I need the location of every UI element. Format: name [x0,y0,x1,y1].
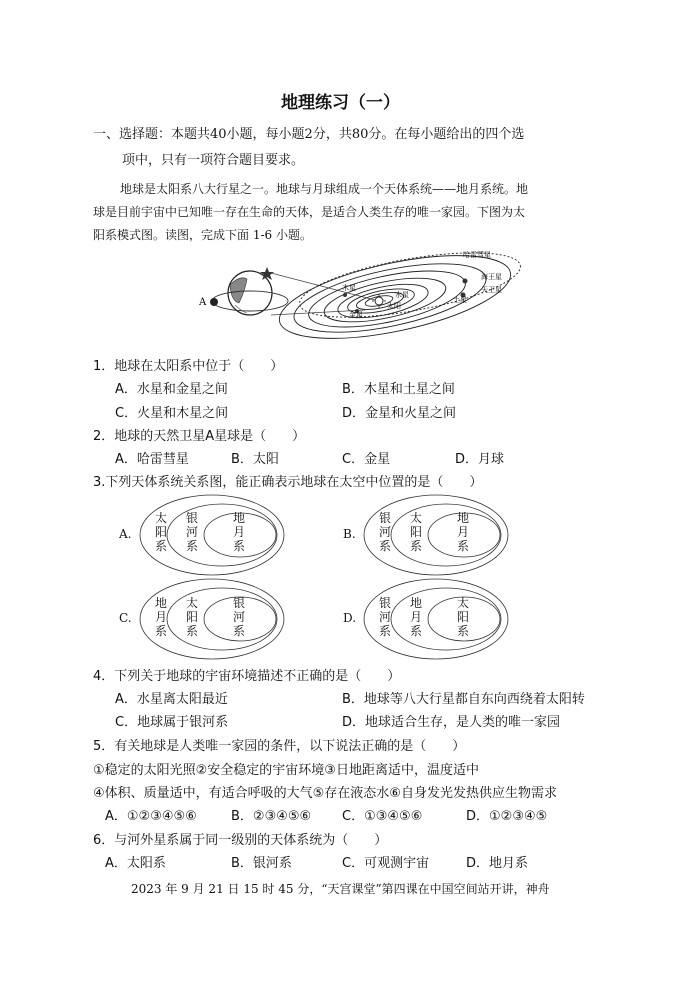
label-inner: 金星 [349,311,363,319]
q5-stem: 5．有关地球是人类唯一家园的条件，以下说法正确的是（ ） [93,739,466,754]
q5-conditions-line1: ①稳定的太阳光照②安全稳定的宇宙环境③日地距离适中，温度适中 [93,763,479,778]
moon-a-label: A [199,297,207,308]
label-sun: 太阳 [387,302,401,310]
label-jupiter: 木星 [342,284,356,292]
q5-option-d[interactable]: D．①②③④⑤ [466,809,548,824]
q3-b-inner-label: 地月系 [457,511,470,553]
q6-option-b[interactable]: B．银河系 [231,856,292,871]
q3-a-inner-label: 地月系 [233,511,246,553]
q1-stem: 1．地球在太阳系中位于（ ） [93,359,284,374]
q3-option-c-letter[interactable]: C. [119,611,132,625]
q3-a-mid-label: 银河系 [186,511,199,553]
page-title: 地理练习（一） [281,93,400,113]
q4-stem: 4．下列关于地球的宇宙环境描述不正确的是（ ） [93,669,401,684]
intro-line1: 地球是太阳系八大行星之一。地球与月球组成一个天体系统——地月系统。地 [120,182,529,196]
q6-option-c[interactable]: C．可观测宇宙 [342,856,430,871]
q5-option-b[interactable]: B．②③④⑤⑥ [231,809,312,824]
q2-stem: 2．地球的天然卫星A星球是（ ） [93,429,306,444]
label-comet: 哈雷彗星 [463,251,491,259]
q1-option-b[interactable]: B．木星和土星之间 [342,382,455,397]
intro-line2: 球是目前宇宙中已知唯一存在生命的天体，是适合人类生存的唯一家园。下图为太 [93,205,526,219]
q4-option-d[interactable]: D．地球适合生存，是人类的唯一家园 [342,715,561,730]
label-mercury: 水星 [395,291,409,299]
q3-c-mid-label: 太阳系 [186,596,199,638]
q1-option-a[interactable]: A．水星和金星之间 [115,382,228,397]
q3-c-inner-label: 银河系 [233,596,246,638]
q5-option-c[interactable]: C．①③④⑤⑥ [342,809,423,824]
section-heading-line1: 一、选择题：本题共40小题，每小题2分，共80分。在每小题给出的四个选 [93,127,525,142]
q6-option-d[interactable]: D．地月系 [466,856,529,871]
q5-conditions-line2: ④体积、质量适中，有适合呼吸的大气⑤存在液态水⑥自身发光发热供应生物需求 [93,786,557,801]
q3-b-mid-label: 太阳系 [410,511,423,553]
q3-option-a-letter[interactable]: A. [119,527,132,541]
earth-globe [212,271,288,315]
q3-c-outer-label: 地月系 [155,596,168,638]
intro-line3: 阳系模式图。读图，完成下面 1-6 小题。 [93,228,312,242]
q5-option-a[interactable]: A．①②③④⑤⑥ [105,809,197,824]
q2-option-d[interactable]: D．月球 [455,452,505,467]
q3-d-inner-label: 太阳系 [457,596,470,638]
q3-d-mid-label: 地月系 [410,596,423,638]
q1-option-c[interactable]: C．火星和木星之间 [115,406,229,421]
solar-system-figure [195,245,525,345]
q6-option-a[interactable]: A．太阳系 [105,856,166,871]
q3-option-b-letter[interactable]: B. [343,527,356,541]
q3-b-outer-label: 银河系 [379,511,392,553]
q3-a-outer-label: 太阳系 [155,511,168,553]
q6-stem: 6．与河外星系属于同一级别的天体系统为（ ） [93,833,388,848]
q2-option-b[interactable]: B．太阳 [231,452,279,467]
q3-option-d-letter[interactable]: D. [343,611,357,625]
label-neptune: 海王星 [481,273,502,281]
q4-option-a[interactable]: A．水星离太阳最近 [115,692,228,707]
q2-option-c[interactable]: C．金星 [342,452,391,467]
label-uranus: 天王星 [481,286,502,294]
q4-option-b[interactable]: B．地球等八大行星都自东向西绕着太阳转 [342,692,585,707]
next-passage-line: 2023 年 9 月 21 日 15 时 45 分，“天宫课堂”第四课在中国空间站开讲，神舟 [131,882,550,896]
q3-d-outer-label: 银河系 [379,596,392,638]
q4-option-c[interactable]: C．地球属于银河系 [115,715,229,730]
label-saturn: 土星 [453,296,467,304]
q1-option-d[interactable]: D．金星和火星之间 [342,406,457,421]
planet-dot [463,279,468,284]
q3-stem: 3.下列天体系统关系图，能正确表示地球在太空中位置的是（ ） [93,475,483,490]
planet-dot [343,293,347,297]
q2-option-a[interactable]: A．哈雷彗星 [115,452,189,467]
section-heading-line2: 项中，只有一项符合题目要求。 [122,153,305,168]
moon-a [210,298,218,306]
